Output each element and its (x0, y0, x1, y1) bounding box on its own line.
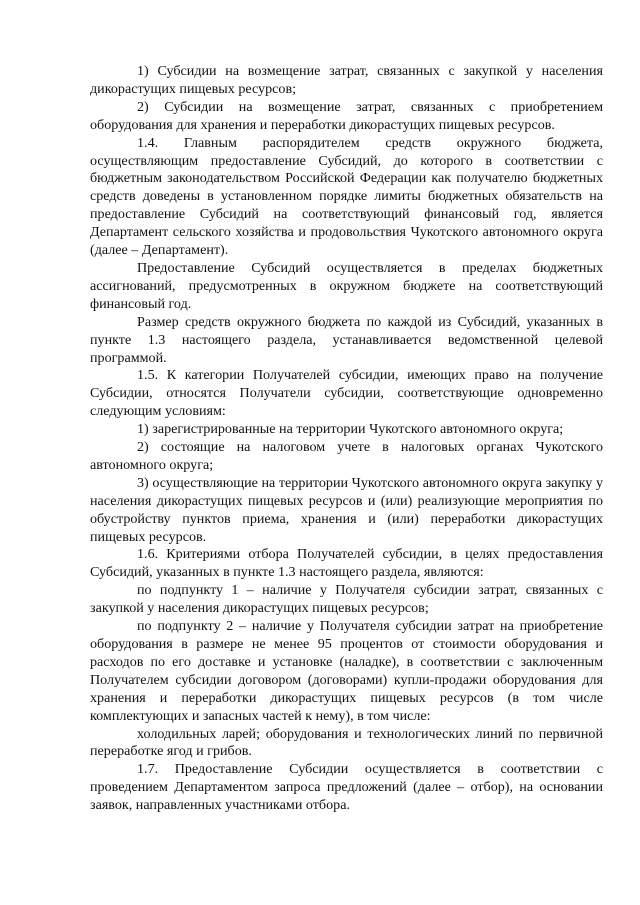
paragraph: 1.7. Предоставление Субсидии осуществляется в соответствии с проведением Департаментом запроса предложений (далее – отбор), на основании заявок, направленных участниками отбора. (90, 761, 603, 814)
paragraph: 1) зарегистрированные на территории Чукотского автономного округа; (137, 421, 564, 438)
paragraph: Размер средств окружного бюджета по каждой из Субсидий, указанных в пункте 1.3 настоящего раздела, устанавливается ведомственной целевой программой. (90, 313, 603, 366)
paragraph: 2) состоящие на налоговом учете в налоговых органах Чукотского автономного округа; (90, 439, 603, 473)
paragraph: 2) Субсидии на возмещение затрат, связанных с приобретением оборудования для хранения и переработки дикорастущих пищевых ресурсов. (90, 98, 603, 133)
paragraph: по подпункту 1 – наличие у Получателя субсидии затрат, связанных с закупкой у населения дикорастущих пищевых ресурсов; (90, 582, 603, 617)
paragraph: 1.6. Критериями отбора Получателей субсидии, в целях предоставления Субсидий, указанных в пункте 1.3 настоящего раздела, являются: (90, 546, 603, 581)
document-page (90, 63, 603, 815)
paragraph: 3) осуществляющие на территории Чукотского автономного округа закупку у населения дикорастущих пищевых ресурсов и (или) реализующие мероприятия по обустройству пунктов приема, хранения и (или) переработки дикорастущих пищевых ресурсов. (90, 474, 603, 545)
paragraph: по подпункту 2 – наличие у Получателя субсидии затрат на приобретение оборудования в размере не менее 95 процентов от стоимости оборудования и расходов по его доставке и установке (наладке), в соответствии с заключенным Получателем субсидии договором (договорами) купли-продажи оборудования для хранения и переработки дикорастущих пищевых ресурсов (в том числе комплектующих и запасных частей к нему), в том числе: (90, 618, 603, 724)
paragraph: 1) Субсидии на возмещение затрат, связанных с закупкой у населения дикорастущих пищевых ресурсов; (90, 63, 603, 97)
paragraph: холодильных ларей; оборудования и технологических линий по первичной переработке ягод и грибов. (90, 725, 603, 760)
paragraph: 1.5. К категории Получателей субсидии, имеющих право на получение Субсидии, относятся Получатели субсидии, соответствующие одновременно следующим условиям: (90, 367, 603, 420)
paragraph: Предоставление Субсидий осуществляется в пределах бюджетных ассигнований, предусмотренных в окружном бюджете на соответствующий финансовый год. (90, 259, 603, 312)
paragraph: 1.4. Главным распорядителем средств окружного бюджета, осуществляющим предоставление Субсидий, до которого в соответствии с бюджетным законодательством Российской Федерации как получателю бюджетных средств доведены в установленном порядке лимиты бюджетных обязательств на предоставление Субсидий на соответствующий финансовый год, является Департамент сельского хозяйства и продовольствия Чукотского автономного округа (далее – Департамент). (90, 134, 603, 259)
